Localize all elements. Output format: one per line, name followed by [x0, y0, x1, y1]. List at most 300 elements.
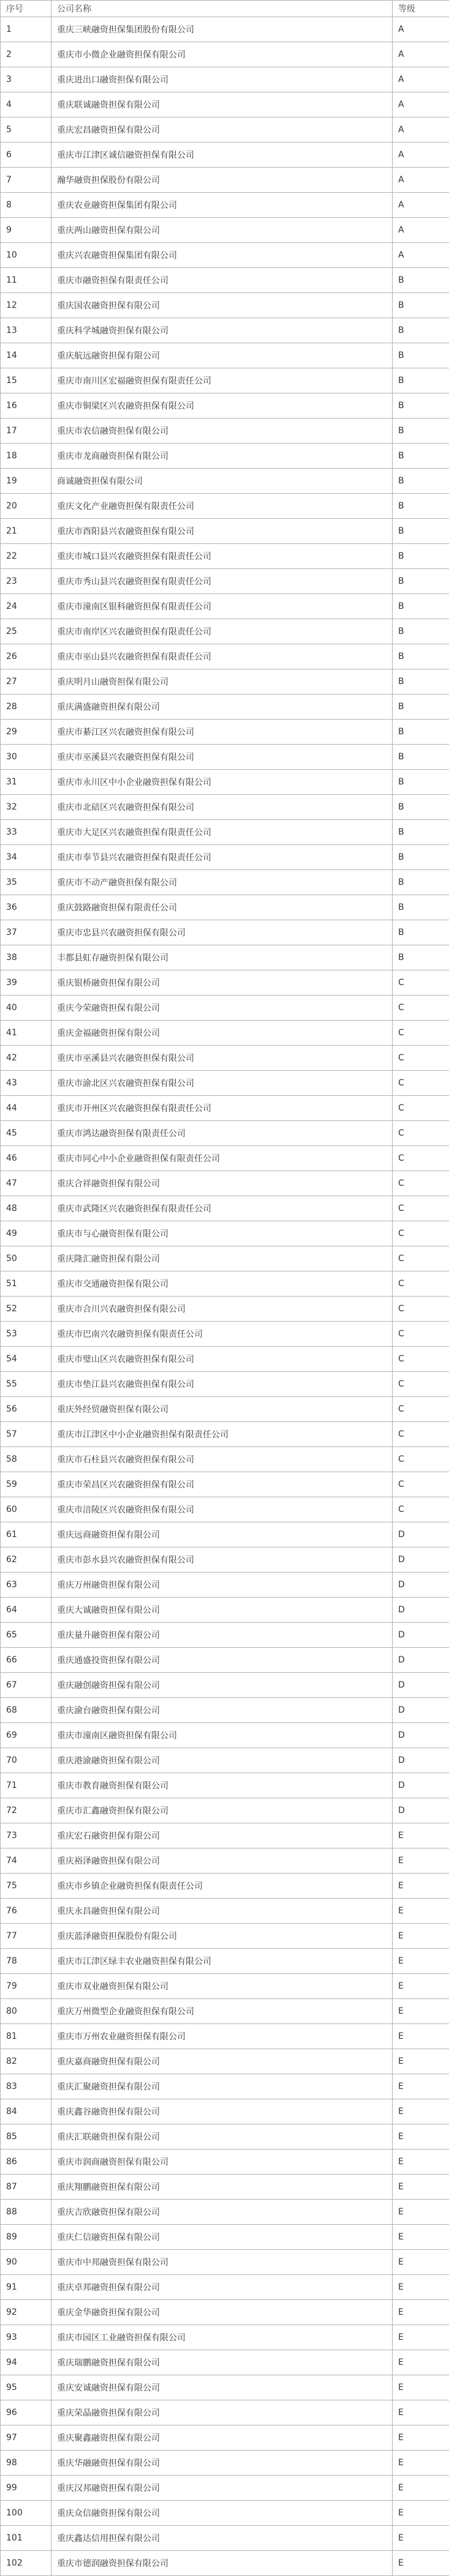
row-index-cell: 60 [1, 1497, 51, 1522]
grade-cell: A [393, 117, 449, 143]
grade-cell: B [393, 544, 449, 569]
table-row [1, 519, 449, 544]
row-index-cell: 16 [1, 393, 51, 419]
table-row [1, 1221, 449, 1246]
table-row [1, 143, 449, 168]
table-row [1, 945, 449, 970]
company-name-cell: 重庆市与心融资担保有限公司 [51, 1221, 393, 1246]
row-index-cell: 36 [1, 895, 51, 920]
row-index-cell: 84 [1, 2099, 51, 2124]
grade-cell: A [393, 42, 449, 67]
grade-cell: B [393, 920, 449, 945]
table-row [1, 720, 449, 745]
row-index-cell: 13 [1, 318, 51, 343]
row-index-cell: 58 [1, 1447, 51, 1472]
row-index-cell: 41 [1, 1021, 51, 1046]
table-row [1, 870, 449, 895]
company-name-cell: 重庆合祥融资担保有限公司 [51, 1171, 393, 1196]
table-row [1, 1547, 449, 1573]
grade-cell: B [393, 368, 449, 393]
table-row [1, 1723, 449, 1748]
row-index-cell: 24 [1, 594, 51, 619]
company-name-cell: 重庆渝台融资担保有限公司 [51, 1698, 393, 1723]
company-name-cell: 重庆外经贸融资担保有限公司 [51, 1397, 393, 1422]
grade-cell: C [393, 1071, 449, 1096]
table-row [1, 2551, 449, 2576]
header-grade: 等级 [393, 1, 449, 17]
company-name-cell: 重庆市巫溪县兴农融资担保有限公司 [51, 1046, 393, 1071]
row-index-cell: 48 [1, 1196, 51, 1221]
table-row [1, 2375, 449, 2400]
table-row [1, 494, 449, 519]
table-body [1, 17, 449, 2576]
table-row [1, 293, 449, 318]
row-index-cell: 93 [1, 2325, 51, 2350]
table-row [1, 745, 449, 770]
company-name-cell: 重庆市北碚区兴农融资担保有限公司 [51, 795, 393, 820]
grade-cell: B [393, 393, 449, 419]
row-index-cell: 8 [1, 193, 51, 218]
company-name-cell: 重庆市不动产融资担保有限公司 [51, 870, 393, 895]
row-index-cell: 27 [1, 669, 51, 694]
grade-cell: B [393, 469, 449, 494]
grade-cell: B [393, 569, 449, 594]
table-row [1, 2049, 449, 2074]
grade-cell: A [393, 67, 449, 92]
grade-cell: D [393, 1598, 449, 1623]
row-index-cell: 51 [1, 1271, 51, 1297]
company-name-cell: 重庆市江津区诚信融资担保有限公司 [51, 143, 393, 168]
row-index-cell: 99 [1, 2476, 51, 2501]
grade-cell: E [393, 1999, 449, 2024]
table-row [1, 1146, 449, 1171]
company-name-cell: 重庆市江津区中小企业融资担保有限责任公司 [51, 1422, 393, 1447]
row-index-cell: 23 [1, 569, 51, 594]
table-row [1, 1372, 449, 1397]
grade-cell: C [393, 1497, 449, 1522]
table-row [1, 1472, 449, 1497]
company-name-cell: 重庆瑞鹏融资担保有限公司 [51, 2350, 393, 2375]
row-index-cell: 1 [1, 17, 51, 42]
table-row [1, 117, 449, 143]
row-index-cell: 17 [1, 419, 51, 444]
row-index-cell: 87 [1, 2175, 51, 2200]
row-index-cell: 53 [1, 1322, 51, 1347]
table-row [1, 1497, 449, 1522]
row-index-cell: 62 [1, 1547, 51, 1573]
grade-cell: B [393, 343, 449, 368]
company-name-cell: 重庆金福融资担保有限公司 [51, 1021, 393, 1046]
table-row [1, 1748, 449, 1773]
company-name-cell: 重庆市双业融资担保有限公司 [51, 1974, 393, 1999]
row-index-cell: 39 [1, 970, 51, 996]
grade-cell: D [393, 1573, 449, 1598]
grade-cell: A [393, 168, 449, 193]
row-index-cell: 46 [1, 1146, 51, 1171]
table-row [1, 1823, 449, 1848]
company-name-cell: 重庆汇聚融资担保有限公司 [51, 2074, 393, 2099]
grade-cell: E [393, 2551, 449, 2576]
grade-cell: E [393, 2526, 449, 2551]
table-row [1, 2099, 449, 2124]
table-row [1, 1949, 449, 1974]
table-row [1, 318, 449, 343]
grade-cell: D [393, 1798, 449, 1823]
company-name-cell: 重庆市乡镇企业融资担保有限责任公司 [51, 1874, 393, 1899]
company-name-cell: 瀚华融资担保股份有限公司 [51, 168, 393, 193]
grade-cell: E [393, 2400, 449, 2425]
company-name-cell: 重庆市永川区中小企业融资担保有限公司 [51, 770, 393, 795]
row-index-cell: 69 [1, 1723, 51, 1748]
company-name-cell: 重庆三峡融资担保集团股份有限公司 [51, 17, 393, 42]
grade-cell: D [393, 1522, 449, 1547]
table-row [1, 970, 449, 996]
table-row [1, 193, 449, 218]
grade-cell: C [393, 1472, 449, 1497]
row-index-cell: 91 [1, 2275, 51, 2300]
grade-cell: C [393, 1246, 449, 1271]
table-row [1, 2175, 449, 2200]
company-name-cell: 重庆鼓路融资担保有限责任公司 [51, 895, 393, 920]
table-row [1, 1171, 449, 1196]
grade-cell: D [393, 1773, 449, 1798]
row-index-cell: 42 [1, 1046, 51, 1071]
table-row [1, 795, 449, 820]
row-index-cell: 3 [1, 67, 51, 92]
grade-cell: E [393, 2200, 449, 2225]
row-index-cell: 52 [1, 1297, 51, 1322]
row-index-cell: 7 [1, 168, 51, 193]
company-name-cell: 重庆市教育融资担保有限公司 [51, 1773, 393, 1798]
company-name-cell: 重庆荣晶融资担保有限公司 [51, 2400, 393, 2425]
table-row [1, 1798, 449, 1823]
row-index-cell: 72 [1, 1798, 51, 1823]
table-row [1, 2476, 449, 2501]
grade-cell: D [393, 1623, 449, 1648]
grade-cell: D [393, 1748, 449, 1773]
table-row [1, 619, 449, 644]
grade-cell: A [393, 143, 449, 168]
table-row [1, 996, 449, 1021]
company-name-cell: 重庆安诚融资担保有限公司 [51, 2375, 393, 2400]
company-name-cell: 重庆翔鹏融资担保有限公司 [51, 2175, 393, 2200]
grade-cell: C [393, 1096, 449, 1121]
grade-cell: E [393, 2225, 449, 2250]
row-index-cell: 10 [1, 243, 51, 268]
grade-cell: E [393, 2451, 449, 2476]
company-name-cell: 重庆市万州农业融资担保有限公司 [51, 2024, 393, 2049]
grade-cell: B [393, 770, 449, 795]
row-index-cell: 18 [1, 444, 51, 469]
row-index-cell: 56 [1, 1397, 51, 1422]
company-name-cell: 重庆联诚融资担保有限公司 [51, 92, 393, 117]
grade-cell: E [393, 1874, 449, 1899]
table-row [1, 2200, 449, 2225]
table-row [1, 368, 449, 393]
row-index-cell: 22 [1, 544, 51, 569]
table-row [1, 67, 449, 92]
row-index-cell: 100 [1, 2501, 51, 2526]
grade-cell: E [393, 1848, 449, 1874]
company-name-cell: 重庆市巫山县兴农融资担保有限责任公司 [51, 644, 393, 669]
company-name-cell: 重庆市大足区兴农融资担保有限责任公司 [51, 820, 393, 845]
row-index-cell: 94 [1, 2350, 51, 2375]
company-name-cell: 重庆市涪陵区兴农融资担保有限公司 [51, 1497, 393, 1522]
company-name-cell: 重庆银桥融资担保有限公司 [51, 970, 393, 996]
row-index-cell: 97 [1, 2425, 51, 2451]
table-row [1, 1196, 449, 1221]
grade-cell: C [393, 1397, 449, 1422]
company-name-cell: 丰都县虹存融资担保有限公司 [51, 945, 393, 970]
company-name-cell: 重庆市秀山县兴农融资担保有限责任公司 [51, 569, 393, 594]
grade-cell: C [393, 1196, 449, 1221]
row-index-cell: 70 [1, 1748, 51, 1773]
grade-cell: C [393, 1221, 449, 1246]
row-index-cell: 31 [1, 770, 51, 795]
grade-cell: E [393, 2124, 449, 2150]
table-row [1, 1573, 449, 1598]
grade-cell: C [393, 1422, 449, 1447]
table-row [1, 419, 449, 444]
table-row [1, 243, 449, 268]
table-row [1, 1121, 449, 1146]
row-index-cell: 32 [1, 795, 51, 820]
company-name-cell: 重庆华融融资担保有限公司 [51, 2451, 393, 2476]
row-index-cell: 45 [1, 1121, 51, 1146]
grade-cell: E [393, 2375, 449, 2400]
table-row [1, 1422, 449, 1447]
row-index-cell: 21 [1, 519, 51, 544]
table-row [1, 1246, 449, 1271]
table-row [1, 1848, 449, 1874]
grade-cell: B [393, 745, 449, 770]
table-row [1, 168, 449, 193]
table-row [1, 1071, 449, 1096]
grade-cell: C [393, 1447, 449, 1472]
company-name-cell: 重庆市融资担保有限责任公司 [51, 268, 393, 293]
table-row [1, 1447, 449, 1472]
table-row [1, 268, 449, 293]
table-row [1, 92, 449, 117]
company-name-cell: 重庆市潼南区融资担保有限公司 [51, 1723, 393, 1748]
grade-cell: B [393, 820, 449, 845]
grade-cell: C [393, 1347, 449, 1372]
company-name-cell: 重庆农业融资担保集团有限公司 [51, 193, 393, 218]
row-index-cell: 35 [1, 870, 51, 895]
company-name-cell: 重庆市德润融资担保有限公司 [51, 2551, 393, 2576]
grade-cell: C [393, 1297, 449, 1322]
table-row [1, 2350, 449, 2375]
row-index-cell: 34 [1, 845, 51, 870]
company-name-cell: 重庆市忠县兴农融资担保有限公司 [51, 920, 393, 945]
company-name-cell: 重庆市鸿达融资担保有限责任公司 [51, 1121, 393, 1146]
table-row [1, 644, 449, 669]
grade-cell: E [393, 2175, 449, 2200]
grade-cell: D [393, 1648, 449, 1673]
table-row [1, 1347, 449, 1372]
company-name-cell: 重庆市巫溪县兴农融资担保有限公司 [51, 745, 393, 770]
company-name-cell: 重庆市彭水县兴农融资担保有限公司 [51, 1547, 393, 1573]
grade-cell: B [393, 694, 449, 720]
table-row [1, 1773, 449, 1798]
table-row [1, 42, 449, 67]
row-index-cell: 68 [1, 1698, 51, 1723]
row-index-cell: 85 [1, 2124, 51, 2150]
table-row [1, 1924, 449, 1949]
grade-cell: B [393, 419, 449, 444]
table-row [1, 1021, 449, 1046]
row-index-cell: 19 [1, 469, 51, 494]
grade-cell: D [393, 1673, 449, 1698]
row-index-cell: 63 [1, 1573, 51, 1598]
company-name-cell: 重庆市城口县兴农融资担保有限责任公司 [51, 544, 393, 569]
table-row [1, 920, 449, 945]
table-row [1, 569, 449, 594]
row-index-cell: 25 [1, 619, 51, 644]
table-row [1, 1522, 449, 1547]
row-index-cell: 11 [1, 268, 51, 293]
company-name-cell: 重庆量升融资担保有限公司 [51, 1623, 393, 1648]
table-row [1, 1623, 449, 1648]
table-row [1, 1096, 449, 1121]
row-index-cell: 55 [1, 1372, 51, 1397]
grade-cell: E [393, 2425, 449, 2451]
grade-cell: B [393, 444, 449, 469]
row-index-cell: 98 [1, 2451, 51, 2476]
company-name-cell: 重庆进出口融资担保有限公司 [51, 67, 393, 92]
grade-cell: E [393, 1823, 449, 1848]
grade-cell: E [393, 1974, 449, 1999]
table-row [1, 1899, 449, 1924]
company-name-cell: 重庆宏昌融资担保有限公司 [51, 117, 393, 143]
company-name-cell: 重庆鑫达信用担保有限公司 [51, 2526, 393, 2551]
grade-cell: B [393, 318, 449, 343]
company-name-cell: 重庆市潼南区银科融资担保有限责任公司 [51, 594, 393, 619]
table-row [1, 2275, 449, 2300]
grade-cell: C [393, 1121, 449, 1146]
company-name-cell: 重庆明月山融资担保有限公司 [51, 669, 393, 694]
table-row [1, 694, 449, 720]
company-name-cell: 重庆市汇鑫融资担保有限公司 [51, 1798, 393, 1823]
company-name-cell: 重庆文化产业融资担保有限责任公司 [51, 494, 393, 519]
grade-cell: C [393, 1271, 449, 1297]
table-row [1, 1297, 449, 1322]
company-name-cell: 重庆蓝泽融资担保股份有限公司 [51, 1924, 393, 1949]
row-index-cell: 12 [1, 293, 51, 318]
table-row [1, 770, 449, 795]
table-row [1, 2451, 449, 2476]
company-name-cell: 重庆宏石融资担保有限公司 [51, 1823, 393, 1848]
company-name-cell: 重庆市渝北区兴农融资担保有限公司 [51, 1071, 393, 1096]
table-row [1, 218, 449, 243]
company-name-cell: 重庆市小微企业融资担保有限公司 [51, 42, 393, 67]
grade-cell: C [393, 996, 449, 1021]
row-index-cell: 43 [1, 1071, 51, 1096]
row-index-cell: 2 [1, 42, 51, 67]
row-index-cell: 96 [1, 2400, 51, 2425]
row-index-cell: 15 [1, 368, 51, 393]
row-index-cell: 5 [1, 117, 51, 143]
row-index-cell: 28 [1, 694, 51, 720]
company-name-cell: 重庆汇联融资担保有限公司 [51, 2124, 393, 2150]
row-index-cell: 83 [1, 2074, 51, 2099]
grade-cell: B [393, 293, 449, 318]
grade-cell: C [393, 970, 449, 996]
row-index-cell: 74 [1, 1848, 51, 1874]
company-name-cell: 重庆今荣融资担保有限公司 [51, 996, 393, 1021]
company-name-cell: 重庆市铜梁区兴农融资担保有限公司 [51, 393, 393, 419]
company-name-cell: 重庆隆汇融资担保有限公司 [51, 1246, 393, 1271]
table-row [1, 1397, 449, 1422]
table-row [1, 1999, 449, 2024]
table-row [1, 2400, 449, 2425]
row-index-cell: 102 [1, 2551, 51, 2576]
grade-cell: E [393, 2049, 449, 2074]
row-index-cell: 14 [1, 343, 51, 368]
row-index-cell: 81 [1, 2024, 51, 2049]
company-name-cell: 重庆市武隆区兴农融资担保有限责任公司 [51, 1196, 393, 1221]
grade-cell: A [393, 92, 449, 117]
row-index-cell: 59 [1, 1472, 51, 1497]
row-index-cell: 44 [1, 1096, 51, 1121]
row-index-cell: 26 [1, 644, 51, 669]
company-name-cell: 重庆市荣昌区兴农融资担保有限公司 [51, 1472, 393, 1497]
row-index-cell: 38 [1, 945, 51, 970]
company-name-cell: 重庆金华融资担保有限公司 [51, 2300, 393, 2325]
grade-cell: E [393, 1949, 449, 1974]
company-name-cell: 重庆市交通融资担保有限公司 [51, 1271, 393, 1297]
table-row [1, 393, 449, 419]
company-name-cell: 重庆两山融资担保有限公司 [51, 218, 393, 243]
grade-cell: B [393, 619, 449, 644]
grade-cell: E [393, 2325, 449, 2350]
company-name-cell: 重庆兴农融资担保集团有限公司 [51, 243, 393, 268]
row-index-cell: 80 [1, 1999, 51, 2024]
grade-cell: D [393, 1698, 449, 1723]
grade-cell: A [393, 17, 449, 42]
company-name-cell: 重庆远商融资担保有限公司 [51, 1522, 393, 1547]
grade-cell: C [393, 1046, 449, 1071]
table-row [1, 1271, 449, 1297]
grade-cell: E [393, 2350, 449, 2375]
table-row [1, 17, 449, 42]
company-name-cell: 重庆市酉阳县兴农融资担保有限公司 [51, 519, 393, 544]
table-row [1, 2250, 449, 2275]
row-index-cell: 95 [1, 2375, 51, 2400]
company-name-cell: 重庆国农融资担保有限公司 [51, 293, 393, 318]
row-index-cell: 92 [1, 2300, 51, 2325]
table-row [1, 1648, 449, 1673]
row-index-cell: 61 [1, 1522, 51, 1547]
company-name-cell: 重庆市巴南兴农融资担保有限责任公司 [51, 1322, 393, 1347]
table-row [1, 2024, 449, 2049]
grade-cell: E [393, 2099, 449, 2124]
grade-cell: E [393, 2074, 449, 2099]
company-name-cell: 重庆鑫谷融资担保有限公司 [51, 2099, 393, 2124]
grade-cell: B [393, 895, 449, 920]
table-row [1, 343, 449, 368]
company-name-cell: 重庆市开州区兴农融资担保有限责任公司 [51, 1096, 393, 1121]
company-name-cell: 重庆市南岸区兴农融资担保有限责任公司 [51, 619, 393, 644]
company-name-cell: 重庆市奉节县兴农融资担保有限责任公司 [51, 845, 393, 870]
company-name-cell: 重庆众信融资担保有限公司 [51, 2501, 393, 2526]
table-row [1, 1874, 449, 1899]
row-index-cell: 76 [1, 1899, 51, 1924]
grade-cell: A [393, 193, 449, 218]
grade-cell: B [393, 795, 449, 820]
table-row [1, 1598, 449, 1623]
company-name-cell: 商诚融资担保有限公司 [51, 469, 393, 494]
